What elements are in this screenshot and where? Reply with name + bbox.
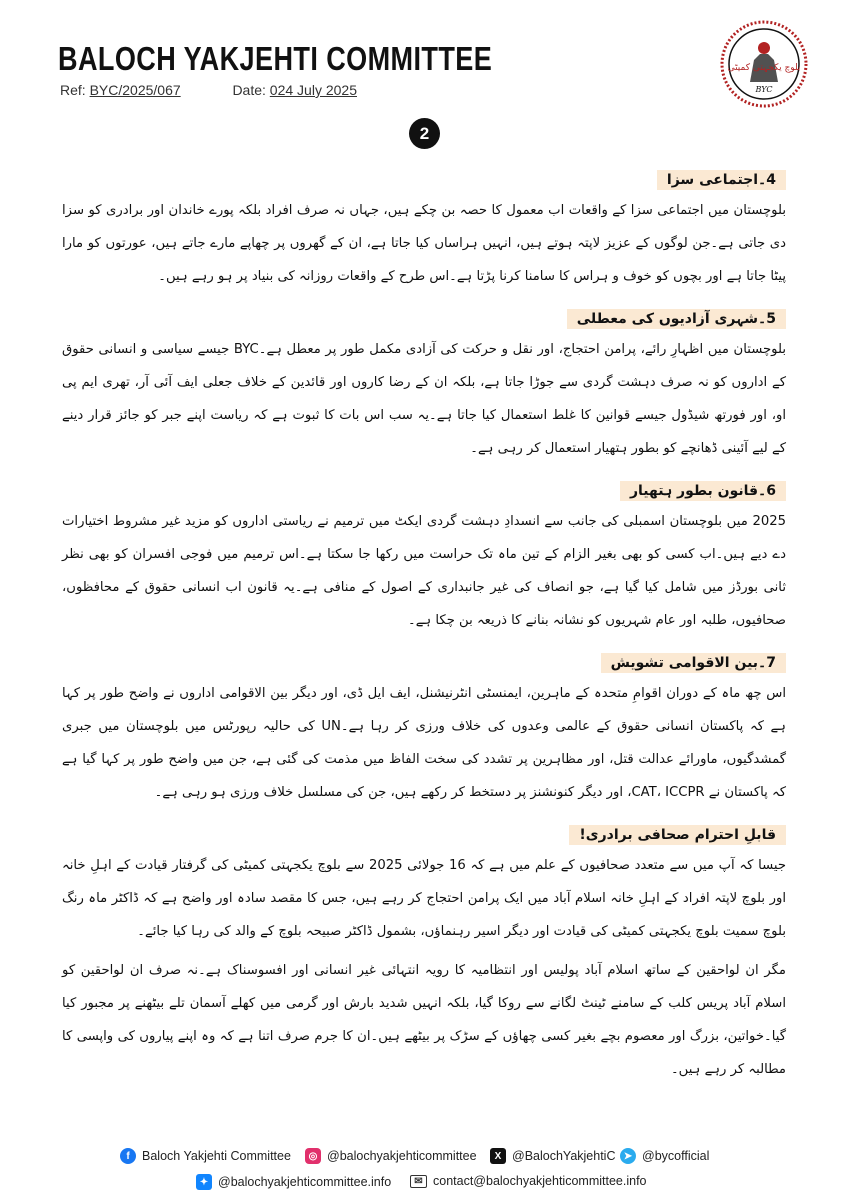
facebook-link[interactable] [120, 1148, 291, 1164]
telegram-icon: ➤ [620, 1148, 636, 1164]
x-icon: X [490, 1148, 506, 1164]
section-civil-liberties [62, 299, 786, 465]
section-heading: 4۔اجتماعی سزا [657, 170, 786, 190]
logo-abbr: BYC [755, 85, 773, 94]
bluesky-link[interactable] [196, 1174, 391, 1190]
footer-contacts [0, 1140, 848, 1199]
section-heading: 5۔شہری آزادیوں کی معطلی [567, 309, 786, 329]
section-body: بلوچستان میں اظہارِ رائے، پرامن احتجاج، اور نقل و حرکت کی آزادی مکمل طور پر معطل ہے۔BYC جیسے سیاسی و انسانی حقوق کے اداروں کو نہ صرف دہشت گردی سے جوڑا جاتا ہے، بلکہ ان کے رضا کاروں اور قائدین کے خلاف جعلی ایف آئی آر، تھری ایم پی او، اور فورتھ شیڈول جیسے قوانین کا غلط استعمال کیا جاتا ہے۔یہ سب اس بات کا ثبوت ہے کہ ریاست اپنے جبر کو جائز قرار دینے کے لیے آئینی ڈھانچے کو بطور ہتھیار استعمال کر رہی ہے۔ [62, 342, 787, 456]
instagram-icon: ◎ [305, 1148, 321, 1164]
section-body-continued: مگر ان لواحقین کے ساتھ اسلام آباد پولیس اور انتظامیہ کا رویہ انتہائی غیر انسانی اور افسوسناک ہے۔نہ صرف ان لواحقین کو اسلام آباد پریس کلب کے سامنے ٹینٹ لگانے سے روکا گیا، بلکہ انہیں شدید بارش اور گرمی میں کھلے آسمان تلے بیٹھنے پر مجبور کیا گیا۔خواتین، بزرگ اور معصوم بچے بغیر کسی چھاؤں کے سڑک پر بیٹھے ہیں۔ان کا جرم صرف اتنا ہے کہ وہ اپنے پیاروں کی واپسی کا مطالبہ کر رہے ہیں۔ [62, 963, 786, 1077]
instagram-link[interactable] [305, 1148, 477, 1164]
email-address: contact@balochyakjehticommittee.info [433, 1174, 647, 1188]
section-body: بلوچستان میں اجتماعی سزا کے واقعات اب معمول کا حصہ بن چکے ہیں، جہاں نہ صرف افراد بلکہ پورے خاندان اور برادری کو سزا دی جاتی ہے۔جن لوگوں کے عزیز لاپتہ ہوتے ہیں، انہیں ہراساں کیا جاتا ہے، ان کے گھروں پر چھاپے مارے جاتے ہیں، عورتوں کو مارا پیٹا جاتا ہے اور بچوں کو خوف و ہراس کا سامنا کرنا پڑتا ہے۔اس طرح کے واقعات روزانہ کی بنیاد پر ہو رہے ہیں۔ [62, 203, 786, 284]
facebook-handle: Baloch Yakjehti Committee [142, 1149, 291, 1163]
telegram-link[interactable] [620, 1148, 709, 1164]
instagram-handle: @balochyakjehticommittee [327, 1149, 477, 1163]
ref-label: Ref: [60, 82, 86, 98]
document-body [62, 160, 786, 1092]
ref-value: BYC/2025/067 [89, 82, 181, 98]
section-heading: 7۔بین الاقوامی تشویش [601, 653, 786, 673]
bluesky-handle: @balochyakjehticommittee.info [218, 1175, 392, 1189]
section-body: جیسا کہ آپ میں سے متعدد صحافیوں کے علم میں ہے کہ 16 جولائی 2025 سے بلوچ یکجہتی کمیٹی کی گرفتار قیادت کے اہلِ خانہ اور بلوچ لاپتہ افراد کے اہلِ خانہ اسلام آباد میں ایک پرامن احتجاج کر رہے ہیں، جس کا مقصد سادہ اور واضح ہے کہ ڈاکٹر ماہ رنگ بلوچ سمیت بلوچ یکجہتی کمیٹی کی قیادت اور دیگر اسیر رہنماؤں، بشمول ڈاکٹر صبیحہ بلوچ کے والد کی رہا کیا جائے۔ [62, 858, 786, 939]
bluesky-icon: ✦ [196, 1174, 212, 1190]
byc-logo [720, 20, 808, 108]
section-international-concern [62, 643, 786, 809]
section-body: 2025 میں بلوچستان اسمبلی کی جانب سے انسدادِ دہشت گردی ایکٹ میں ترمیم نے ریاستی اداروں کو مزید غیر مشروط اختیارات دے دیے ہیں۔اب کسی کو بھی بغیر الزام کے تین ماہ تک حراست میں رکھا جا سکتا ہے۔اس ترمیم میں فوجی افسران کو بھی نظر ثانی بورڈز میں شامل کیا گیا ہے، جو انصاف کی غیر جانبداری کے اصول کے منافی ہے۔یہ قانون اب انسانی حقوق کے محافظوں، صحافیوں، طلبہ اور عام شہریوں کو نشانہ بنانے کا ذریعہ بن چکا ہے۔ [62, 514, 786, 628]
telegram-handle: @bycofficial [642, 1149, 710, 1163]
section-heading: قابلِ احترام صحافی برادری! [569, 825, 786, 845]
section-journalist-address [62, 815, 786, 1086]
section-heading: 6۔قانون بطور ہتھیار [620, 481, 786, 501]
email-link[interactable] [410, 1174, 647, 1188]
page-number-badge: 2 [409, 118, 440, 149]
x-handle: @BalochYakjehtiC [512, 1149, 616, 1163]
facebook-icon: f [120, 1148, 136, 1164]
organization-title: BALOCH YAKJEHTI COMMITTEE [58, 40, 493, 77]
section-collective-punishment [62, 160, 786, 293]
section-law-as-weapon [62, 471, 786, 637]
logo-urdu-text: بلوچ یکجہتی کمیٹی [727, 63, 801, 73]
x-link[interactable] [490, 1148, 615, 1164]
date-value: 024 July 2025 [269, 82, 357, 98]
section-body: اس چھ ماہ کے دوران اقوامِ متحدہ کے ماہرین، ایمنسٹی انٹرنیشنل، ایف ایل ڈی، اور دیگر بین الاقوامی اداروں نے واضح طور پر کہا ہے کہ پاکستان انسانی حقوق کے عالمی وعدوں کی خلاف ورزی کر رہا ہے۔UN کی حالیہ رپورٹس میں بلوچستان میں جبری گمشدگیوں، ماورائے عدالت قتل، اور مظاہرین پر تشدد کی سخت الفاظ میں مذمت کی گئی ہے، جن میں واضح طور پر کہا گیا ہے کہ پاکستان نے CAT، ICCPR، اور دیگر کنونشنز پر دستخط کر رکھے ہیں، جن کی مسلسل خلاف ورزی ہو رہی ہے۔ [62, 686, 786, 800]
reference-line [60, 82, 357, 98]
mail-icon: ✉ [410, 1175, 427, 1188]
date-label: Date: [232, 82, 266, 98]
